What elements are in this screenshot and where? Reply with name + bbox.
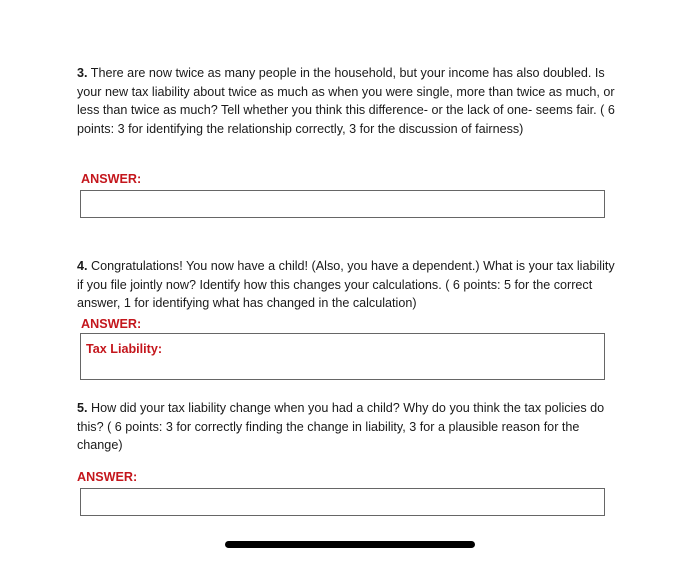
- question-3: [77, 64, 622, 138]
- question-text: Congratulations! You now have a child! (Also, you have a dependent.) What is your tax liability if you file jointly now? Identify how this changes your calculations. ( 6 points: 5 for the correct answer, 1 for identifying what has changed in the calculation): [77, 259, 615, 310]
- question-4: [77, 257, 622, 313]
- question-number: 4.: [77, 259, 88, 273]
- answer-input-5[interactable]: [80, 488, 605, 516]
- question-5: [77, 399, 622, 455]
- tax-liability-label: Tax Liability:: [86, 342, 163, 356]
- answer-input-4[interactable]: [80, 333, 605, 380]
- home-indicator[interactable]: [225, 541, 475, 548]
- question-text: How did your tax liability change when you had a child? Why do you think the tax policies do this? ( 6 points: 3 for correctly finding the change in liability, 3 for a plausible reason for the change): [77, 401, 605, 452]
- question-number: 5.: [77, 401, 88, 415]
- question-number: 3.: [77, 66, 88, 80]
- answer-label: ANSWER:: [77, 470, 138, 484]
- answer-input-3[interactable]: [80, 190, 605, 218]
- question-text: There are now twice as many people in the household, but your income has also doubled. Is your new tax liability about twice as much as when you were single, more than twice as much, or less than twice as much? Tell whether you think this difference- or the lack of one- seems fair. ( 6 points: 3 for identifying the relationship correctly, 3 for the discussion of fairness): [77, 66, 615, 136]
- answer-label: ANSWER:: [81, 317, 142, 331]
- answer-label: ANSWER:: [81, 172, 142, 186]
